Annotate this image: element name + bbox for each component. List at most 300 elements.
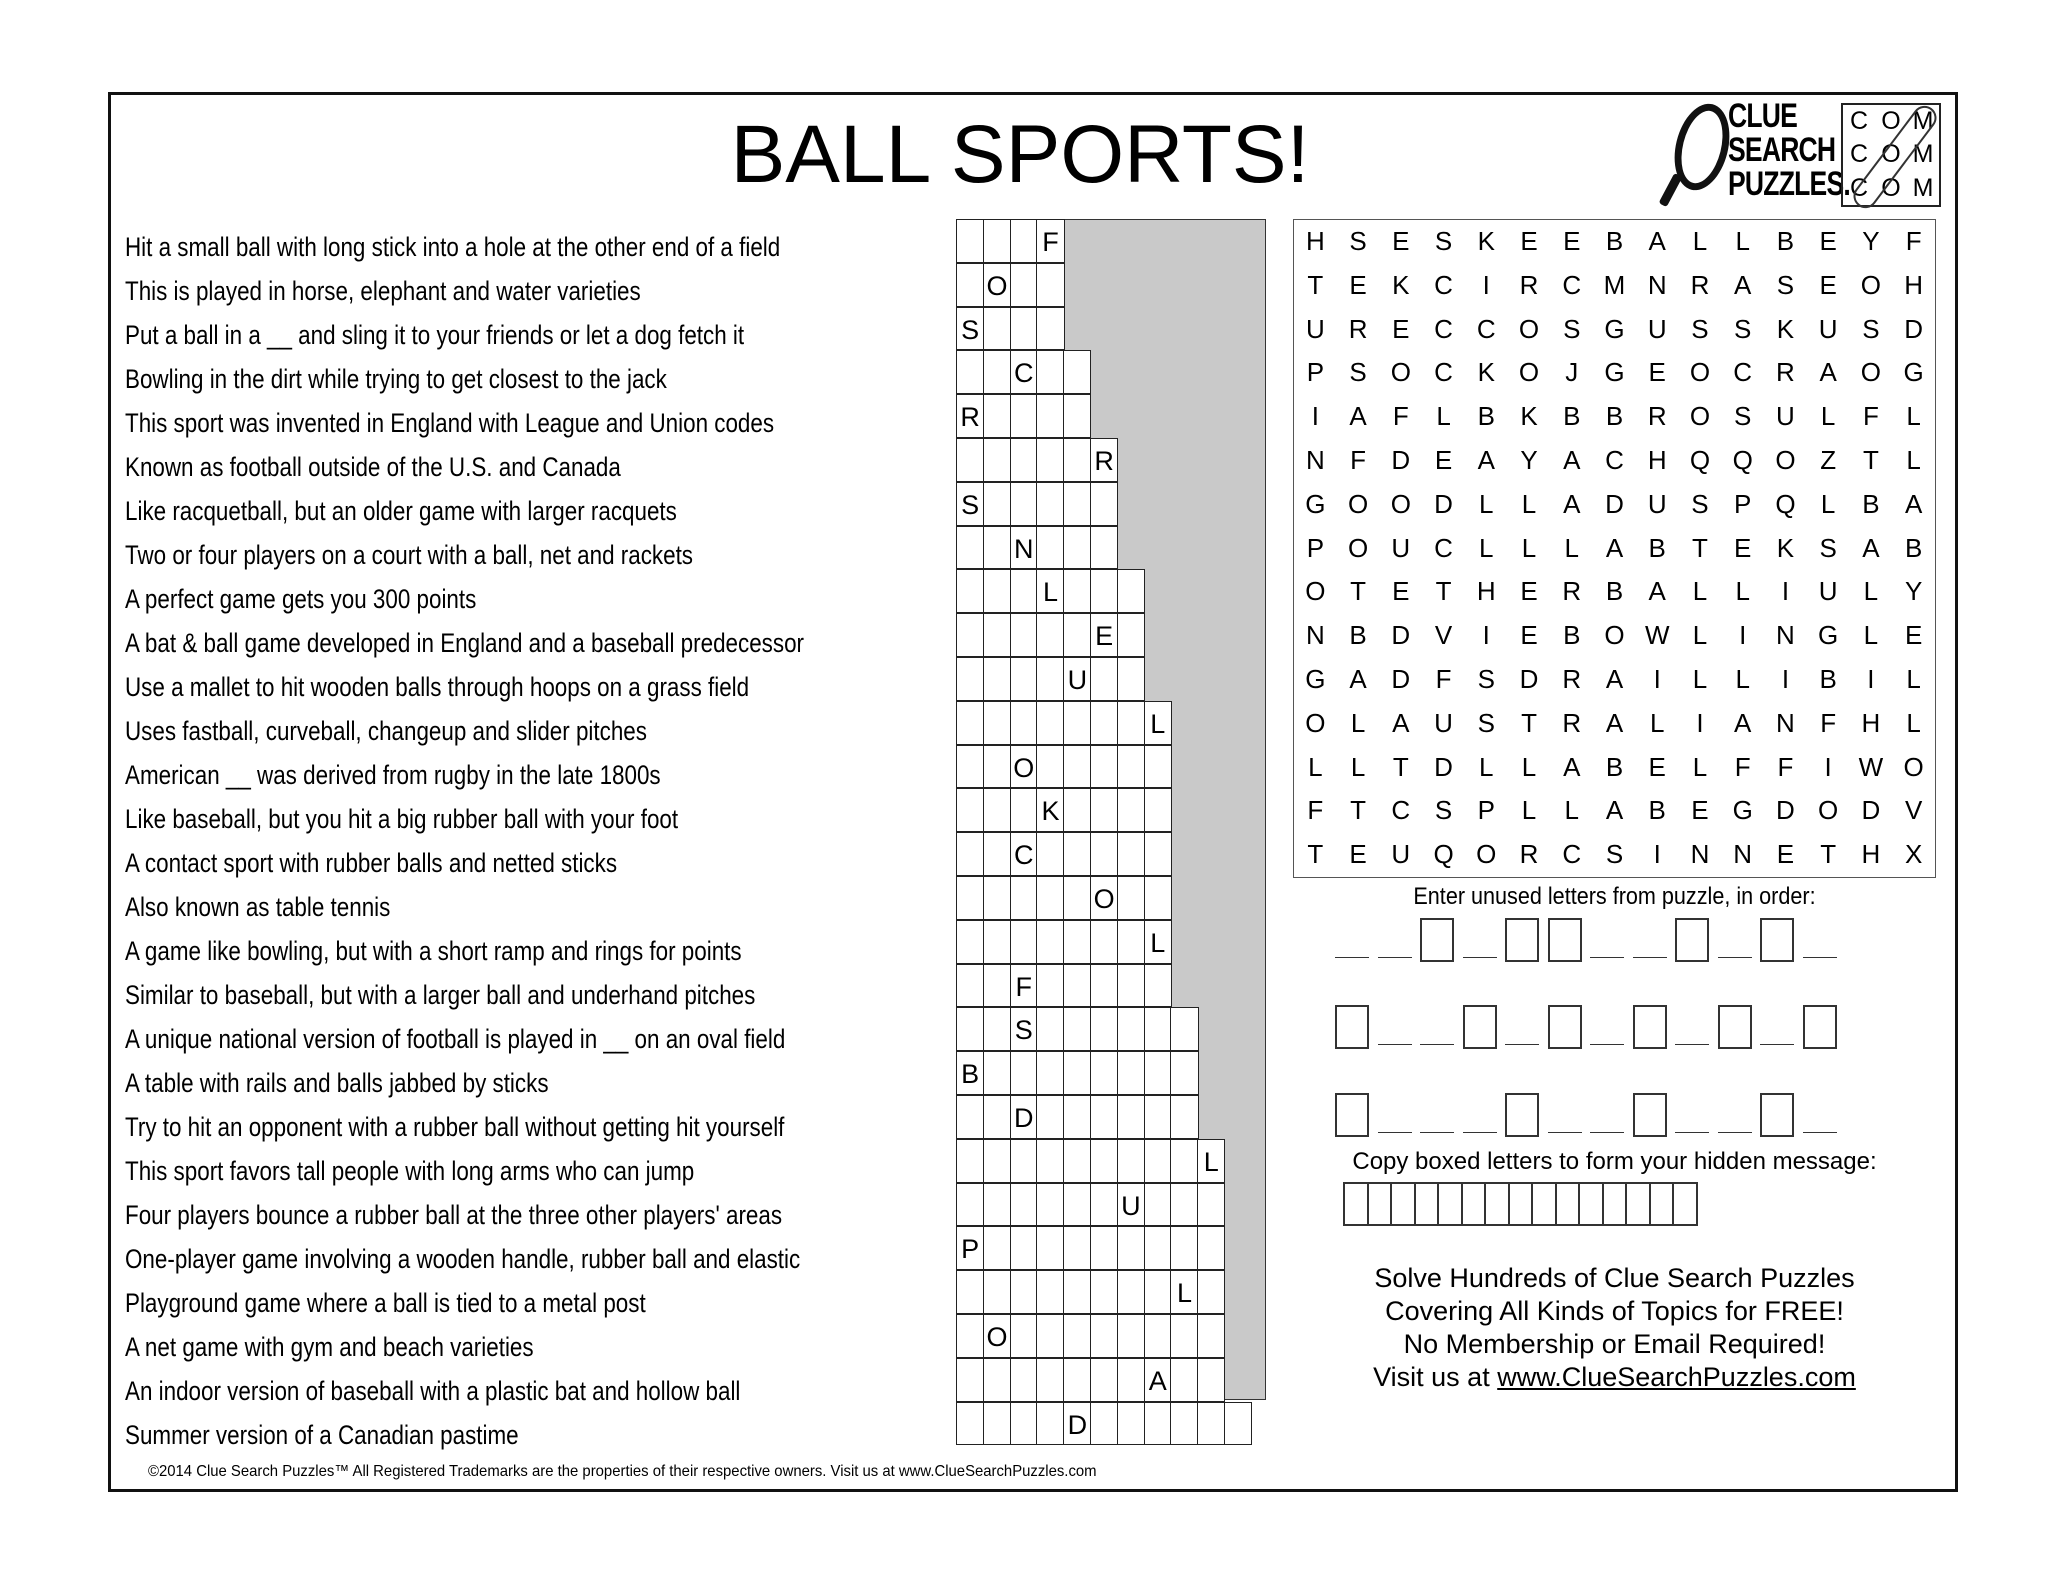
answer-cell[interactable] [956, 701, 984, 745]
answer-cell[interactable] [983, 1402, 1011, 1446]
word-search-letter[interactable]: S [1734, 401, 1752, 432]
hidden-message-box[interactable] [1367, 1182, 1393, 1226]
hidden-message-box[interactable] [1649, 1182, 1675, 1226]
word-search-letter[interactable]: S [1349, 226, 1367, 256]
answer-cell[interactable] [983, 438, 1011, 482]
word-search-letter[interactable]: X [1904, 839, 1923, 870]
answer-cell[interactable] [1090, 657, 1118, 701]
word-search-letter[interactable]: A [1862, 532, 1880, 563]
answer-cell[interactable] [1063, 1139, 1091, 1183]
answer-cell[interactable] [1170, 1183, 1198, 1227]
boxed-letter-slot[interactable] [1463, 1005, 1497, 1049]
word-search-letter[interactable]: C [1476, 313, 1496, 344]
answer-cell[interactable] [956, 1314, 984, 1358]
answer-cell[interactable] [1063, 876, 1091, 920]
answer-cell[interactable] [1090, 920, 1118, 964]
word-search-letter[interactable]: K [1776, 532, 1795, 563]
word-search-letter[interactable]: S [1477, 663, 1495, 694]
answer-cell[interactable]: C [1010, 350, 1038, 394]
word-search-letter[interactable]: F [1350, 444, 1367, 475]
answer-cell[interactable] [983, 876, 1011, 920]
word-search-letter[interactable]: B [1605, 401, 1624, 432]
answer-cell[interactable]: R [1090, 438, 1118, 482]
word-search-letter[interactable]: G [1305, 663, 1326, 694]
word-search-letter[interactable]: L [1906, 707, 1921, 738]
answer-cell[interactable] [983, 394, 1011, 438]
answer-cell[interactable] [1063, 1226, 1091, 1270]
boxed-letter-slot[interactable] [1675, 918, 1709, 962]
word-search-letter[interactable]: N [1305, 620, 1325, 651]
answer-cell[interactable] [956, 832, 984, 876]
word-search-letter[interactable]: I [1781, 576, 1790, 607]
answer-cell[interactable] [956, 263, 984, 307]
answer-cell[interactable] [1036, 832, 1064, 876]
answer-cell[interactable] [1036, 307, 1064, 351]
answer-cell[interactable] [1144, 788, 1172, 832]
word-search-letter[interactable]: S [1691, 488, 1709, 519]
answer-cell[interactable] [1117, 920, 1145, 964]
answer-cell[interactable] [983, 788, 1011, 832]
answer-cell[interactable] [1036, 438, 1064, 482]
letter-slot[interactable] [1463, 1093, 1497, 1137]
answer-cell[interactable] [1010, 1314, 1038, 1358]
word-search-letter[interactable]: B [1648, 532, 1666, 563]
answer-cell[interactable] [1117, 964, 1145, 1008]
word-search-letter[interactable]: C [1562, 269, 1582, 300]
word-search-letter[interactable]: S [1477, 707, 1495, 738]
word-search-letter[interactable]: E [1648, 357, 1666, 388]
word-search-letter[interactable]: G [1732, 795, 1753, 826]
answer-cell[interactable] [1036, 394, 1064, 438]
word-search-letter[interactable]: L [1692, 620, 1708, 651]
answer-cell[interactable] [1090, 482, 1118, 526]
word-search-letter[interactable]: A [1605, 532, 1624, 563]
word-search-letter[interactable]: L [1521, 751, 1537, 782]
word-search-letter[interactable]: A [1605, 795, 1624, 826]
word-search-letter[interactable]: O [1305, 707, 1326, 738]
answer-cell[interactable] [983, 964, 1011, 1008]
answer-cell[interactable]: B [956, 1051, 984, 1095]
word-search-letter[interactable]: B [1605, 226, 1624, 256]
answer-cell[interactable] [1036, 657, 1064, 701]
word-search-letter[interactable]: N [1647, 269, 1667, 300]
word-search-letter[interactable]: T [1820, 839, 1837, 870]
word-search-letter[interactable]: L [1521, 532, 1537, 563]
answer-cell[interactable] [1036, 1051, 1064, 1095]
word-search-letter[interactable]: D [1861, 795, 1881, 826]
answer-cell[interactable] [1090, 1402, 1118, 1446]
answer-cell[interactable] [1010, 438, 1038, 482]
word-search-letter[interactable]: Q [1689, 444, 1711, 475]
word-search-letter[interactable]: U [1647, 313, 1667, 344]
answer-cell[interactable] [956, 745, 984, 789]
word-search-letter[interactable]: L [1820, 488, 1836, 519]
word-search-letter[interactable]: N [1305, 444, 1325, 475]
word-search-letter[interactable]: U [1776, 401, 1795, 432]
word-search-letter[interactable]: D [1391, 620, 1411, 651]
word-search-letter[interactable]: C [1434, 532, 1453, 563]
answer-cell[interactable] [983, 482, 1011, 526]
answer-cell[interactable] [1197, 1226, 1225, 1270]
word-search-letter[interactable]: L [1564, 532, 1579, 563]
word-search-letter[interactable]: Y [1520, 444, 1538, 475]
answer-cell[interactable] [956, 1358, 984, 1402]
answer-cell[interactable] [983, 1139, 1011, 1183]
word-search-letter[interactable]: Y [1862, 226, 1880, 256]
word-search-letter[interactable]: T [1862, 444, 1879, 475]
boxed-letter-slot[interactable] [1505, 918, 1539, 962]
answer-cell[interactable] [1170, 1051, 1198, 1095]
word-search-letter[interactable]: G [1818, 620, 1839, 651]
answer-cell[interactable] [1197, 1314, 1225, 1358]
word-search-letter[interactable]: Y [1904, 576, 1923, 607]
word-search-letter[interactable]: E [1392, 226, 1410, 256]
word-search-letter[interactable]: N [1690, 839, 1710, 870]
word-search-letter[interactable]: B [1349, 620, 1367, 651]
word-search-letter[interactable]: O [1390, 357, 1411, 388]
word-search-letter[interactable]: T [1307, 839, 1324, 870]
word-search-letter[interactable]: A [1563, 444, 1581, 475]
word-search-letter[interactable]: W [1644, 620, 1670, 651]
word-search-letter[interactable]: S [1691, 313, 1709, 344]
answer-cell[interactable]: C [1010, 832, 1038, 876]
answer-cell[interactable] [956, 1402, 984, 1446]
answer-cell[interactable]: D [1010, 1095, 1038, 1139]
word-search-letter[interactable]: L [1649, 707, 1665, 738]
answer-cell[interactable]: O [983, 263, 1011, 307]
word-search-letter[interactable]: F [1820, 707, 1837, 738]
word-search-letter[interactable]: A [1605, 663, 1624, 694]
answer-cell[interactable] [956, 788, 984, 832]
answer-cell[interactable]: S [956, 307, 984, 351]
answer-cell[interactable] [1036, 1314, 1064, 1358]
word-search-letter[interactable]: N [1733, 839, 1753, 870]
answer-cell[interactable] [956, 1095, 984, 1139]
word-search-letter[interactable]: S [1862, 313, 1880, 344]
answer-cell[interactable] [1170, 1358, 1198, 1402]
word-search-letter[interactable]: T [1692, 532, 1708, 563]
word-search-letter[interactable]: T [1521, 707, 1537, 738]
hidden-message-box[interactable] [1484, 1182, 1510, 1226]
word-search-letter[interactable]: B [1648, 795, 1666, 826]
answer-cell[interactable] [1036, 1358, 1064, 1402]
word-search-letter[interactable]: S [1434, 795, 1453, 826]
answer-cell[interactable] [1090, 569, 1118, 613]
answer-cell[interactable]: O [983, 1314, 1011, 1358]
word-search-letter[interactable]: O [1689, 357, 1711, 388]
word-search-letter[interactable]: L [1863, 576, 1879, 607]
word-search-letter[interactable]: H [1305, 226, 1325, 256]
word-search-letter[interactable]: R [1776, 357, 1795, 388]
answer-cell[interactable] [1144, 1007, 1172, 1051]
word-search-letter[interactable]: N [1776, 707, 1795, 738]
word-search-letter[interactable]: F [1862, 401, 1879, 432]
letter-slot[interactable] [1378, 1093, 1412, 1137]
answer-cell[interactable] [1117, 788, 1145, 832]
answer-cell[interactable] [1036, 920, 1064, 964]
answer-cell[interactable] [1090, 1007, 1118, 1051]
answer-cell[interactable] [1063, 569, 1091, 613]
word-search-letter[interactable]: O [1775, 444, 1796, 475]
word-search-letter[interactable]: K [1477, 226, 1495, 256]
word-search-letter[interactable]: R [1562, 707, 1582, 738]
word-search-letter[interactable]: E [1691, 795, 1709, 826]
word-search-letter[interactable]: I [1867, 663, 1875, 694]
word-search-letter[interactable]: A [1563, 488, 1581, 519]
letter-slot[interactable] [1718, 1093, 1752, 1137]
answer-cell[interactable] [1117, 1358, 1145, 1402]
word-search-letter[interactable]: R [1519, 839, 1539, 870]
answer-cell[interactable] [983, 1051, 1011, 1095]
answer-cell[interactable] [1090, 1226, 1118, 1270]
answer-cell[interactable] [1063, 745, 1091, 789]
answer-cell[interactable] [1117, 1226, 1145, 1270]
answer-cell[interactable] [1010, 1139, 1038, 1183]
answer-cell[interactable] [1010, 1226, 1038, 1270]
answer-cell[interactable] [1197, 1183, 1225, 1227]
word-search-letter[interactable]: D [1391, 444, 1411, 475]
word-search-letter[interactable]: O [1818, 795, 1839, 826]
answer-cell[interactable] [983, 219, 1011, 263]
website-link[interactable]: www.ClueSearchPuzzles.com [1497, 1362, 1856, 1392]
answer-cell[interactable] [956, 219, 984, 263]
answer-cell[interactable] [1063, 1358, 1091, 1402]
answer-cell[interactable]: A [1144, 1358, 1172, 1402]
word-search-letter[interactable]: D [1434, 751, 1453, 782]
letter-slot[interactable] [1548, 1093, 1582, 1137]
answer-cell[interactable] [1063, 788, 1091, 832]
answer-cell[interactable] [1144, 1095, 1172, 1139]
answer-cell[interactable] [1036, 1095, 1064, 1139]
answer-cell[interactable] [1010, 1358, 1038, 1402]
word-search-letter[interactable]: B [1819, 663, 1837, 694]
word-search-letter[interactable]: Q [1433, 839, 1454, 870]
answer-cell[interactable] [1063, 482, 1091, 526]
answer-cell[interactable] [956, 876, 984, 920]
word-search-letter[interactable]: Q [1775, 488, 1796, 519]
letter-slot[interactable] [1378, 918, 1412, 962]
hidden-message-box[interactable] [1602, 1182, 1628, 1226]
answer-cell[interactable] [956, 526, 984, 570]
answer-cell[interactable] [956, 964, 984, 1008]
word-search-letter[interactable]: U [1818, 576, 1838, 607]
letter-slot[interactable] [1803, 1093, 1837, 1137]
word-search-letter[interactable]: O [1903, 751, 1924, 782]
word-search-letter[interactable]: L [1564, 795, 1579, 826]
word-search-letter[interactable]: V [1904, 795, 1923, 826]
letter-slot[interactable] [1590, 1093, 1624, 1137]
hidden-message-box[interactable] [1531, 1182, 1557, 1226]
answer-cell[interactable] [983, 920, 1011, 964]
word-search-letter[interactable]: Z [1820, 444, 1837, 475]
word-search-letter[interactable]: O [1860, 269, 1882, 300]
answer-cell[interactable]: O [1010, 745, 1038, 789]
word-search-letter[interactable]: L [1906, 444, 1921, 475]
word-search-letter[interactable]: V [1434, 620, 1453, 651]
letter-slot[interactable] [1378, 1005, 1412, 1049]
word-search-letter[interactable]: S [1605, 839, 1624, 870]
answer-cell[interactable] [1036, 350, 1064, 394]
answer-cell[interactable] [1036, 745, 1064, 789]
answer-cell[interactable]: U [1063, 657, 1091, 701]
answer-cell[interactable] [1063, 1270, 1091, 1314]
answer-cell[interactable] [1117, 1051, 1145, 1095]
word-search-letter[interactable]: A [1563, 751, 1581, 782]
answer-cell[interactable] [1010, 876, 1038, 920]
answer-cell[interactable] [1090, 745, 1118, 789]
word-search-letter[interactable]: G [1604, 357, 1625, 388]
word-search-letter[interactable]: C [1562, 839, 1582, 870]
word-search-letter[interactable]: E [1648, 751, 1666, 782]
word-search-letter[interactable]: A [1648, 226, 1666, 256]
word-search-letter[interactable]: U [1818, 313, 1838, 344]
answer-cell[interactable] [1063, 1095, 1091, 1139]
word-search-letter[interactable]: A [1648, 576, 1666, 607]
answer-cell[interactable] [1036, 482, 1064, 526]
answer-cell[interactable] [1063, 1314, 1091, 1358]
word-search-letter[interactable]: I [1739, 620, 1747, 651]
word-search-letter[interactable]: A [1392, 707, 1410, 738]
answer-cell[interactable] [1010, 1270, 1038, 1314]
hidden-message-box[interactable] [1390, 1182, 1416, 1226]
answer-cell[interactable] [1063, 394, 1091, 438]
answer-cell[interactable] [1036, 701, 1064, 745]
boxed-letter-slot[interactable] [1760, 1093, 1794, 1137]
answer-cell[interactable] [983, 1270, 1011, 1314]
word-search-letter[interactable]: A [1904, 488, 1923, 519]
answer-cell[interactable] [1144, 1226, 1172, 1270]
word-search-letter[interactable]: R [1519, 269, 1539, 300]
answer-cell[interactable] [1090, 964, 1118, 1008]
answer-cell[interactable] [1010, 1051, 1038, 1095]
answer-cell[interactable] [956, 1007, 984, 1051]
boxed-letter-slot[interactable] [1335, 1093, 1369, 1137]
letter-slot[interactable] [1803, 918, 1837, 962]
word-search-letter[interactable]: O [1689, 401, 1711, 432]
word-search-letter[interactable]: F [1392, 401, 1409, 432]
word-search-letter[interactable]: H [1904, 269, 1924, 300]
answer-cell[interactable] [983, 1358, 1011, 1402]
answer-cell[interactable] [1063, 964, 1091, 1008]
word-search-letter[interactable]: L [1735, 663, 1750, 694]
answer-cell[interactable] [1117, 613, 1145, 657]
answer-cell[interactable] [1144, 1270, 1172, 1314]
answer-cell[interactable]: L [1036, 569, 1064, 613]
answer-cell[interactable]: P [956, 1226, 984, 1270]
answer-cell[interactable] [1036, 1139, 1064, 1183]
answer-cell[interactable] [1063, 832, 1091, 876]
boxed-letter-slot[interactable] [1420, 918, 1454, 962]
word-search-letter[interactable]: C [1733, 357, 1753, 388]
word-search-letter[interactable]: J [1565, 357, 1579, 388]
word-search-letter[interactable]: B [1563, 620, 1581, 651]
answer-cell[interactable] [983, 569, 1011, 613]
word-search-letter[interactable]: P [1477, 795, 1495, 826]
word-search-letter[interactable]: H [1476, 576, 1496, 607]
answer-cell[interactable] [956, 1270, 984, 1314]
word-search-letter[interactable]: E [1392, 313, 1410, 344]
word-search-letter[interactable]: O [1347, 488, 1369, 519]
answer-cell[interactable] [1010, 613, 1038, 657]
answer-cell[interactable] [1036, 263, 1064, 307]
word-search-letter[interactable]: S [1734, 313, 1752, 344]
word-search-letter[interactable]: H [1861, 707, 1881, 738]
answer-cell[interactable]: S [1010, 1007, 1038, 1051]
word-search-letter[interactable]: L [1735, 576, 1750, 607]
answer-cell[interactable]: K [1036, 788, 1064, 832]
word-search-letter[interactable]: L [1906, 663, 1921, 694]
word-search-letter[interactable]: R [1562, 576, 1582, 607]
answer-cell[interactable] [1144, 832, 1172, 876]
hidden-message-box[interactable] [1555, 1182, 1581, 1226]
hidden-message-box[interactable] [1437, 1182, 1463, 1226]
answer-cell[interactable] [1144, 964, 1172, 1008]
word-search-letter[interactable]: O [1305, 576, 1326, 607]
answer-cell[interactable]: L [1170, 1270, 1198, 1314]
answer-cell[interactable] [983, 701, 1011, 745]
answer-cell[interactable] [1036, 1183, 1064, 1227]
word-search-letter[interactable]: G [1604, 313, 1625, 344]
word-search-letter[interactable]: L [1820, 401, 1836, 432]
answer-cell[interactable] [1090, 701, 1118, 745]
word-search-letter[interactable]: B [1776, 226, 1795, 256]
word-search-letter[interactable]: O [1604, 620, 1625, 651]
word-search-letter[interactable]: H [1861, 839, 1881, 870]
answer-cell[interactable] [956, 613, 984, 657]
word-search-letter[interactable]: H [1647, 444, 1667, 475]
answer-cell[interactable] [1090, 1270, 1118, 1314]
word-search-letter[interactable]: L [1692, 663, 1708, 694]
letter-slot[interactable] [1675, 1005, 1709, 1049]
word-search-letter[interactable]: F [1435, 663, 1452, 694]
answer-cell[interactable] [983, 307, 1011, 351]
answer-cell[interactable]: E [1090, 613, 1118, 657]
answer-cell[interactable] [1117, 1095, 1145, 1139]
word-search-letter[interactable]: E [1520, 620, 1538, 651]
answer-cell[interactable] [1010, 394, 1038, 438]
answer-cell[interactable] [983, 1095, 1011, 1139]
answer-cell[interactable] [1117, 1314, 1145, 1358]
letter-slot[interactable] [1718, 918, 1752, 962]
answer-cell[interactable] [1036, 526, 1064, 570]
word-search-letter[interactable]: T [1392, 751, 1409, 782]
word-search-letter[interactable]: P [1306, 532, 1325, 563]
word-search-letter[interactable]: O [1390, 488, 1411, 519]
letter-slot[interactable] [1590, 918, 1624, 962]
answer-cell[interactable]: U [1117, 1183, 1145, 1227]
hidden-message-box[interactable] [1625, 1182, 1651, 1226]
answer-cell[interactable] [1170, 1402, 1198, 1446]
word-search-letter[interactable]: O [1347, 532, 1369, 563]
word-search-letter[interactable]: E [1819, 269, 1837, 300]
word-search-letter[interactable]: U [1434, 707, 1453, 738]
letter-slot[interactable] [1420, 1005, 1454, 1049]
answer-cell[interactable] [983, 1226, 1011, 1270]
answer-cell[interactable] [1036, 1226, 1064, 1270]
answer-cell[interactable] [1144, 1314, 1172, 1358]
boxed-letter-slot[interactable] [1633, 1005, 1667, 1049]
answer-cell[interactable] [1117, 701, 1145, 745]
word-search-letter[interactable]: W [1858, 751, 1884, 782]
answer-cell[interactable]: F [1010, 964, 1038, 1008]
word-search-letter[interactable]: L [1479, 488, 1494, 519]
letter-slot[interactable] [1633, 918, 1667, 962]
answer-cell[interactable] [983, 1007, 1011, 1051]
answer-cell[interactable]: L [1144, 701, 1172, 745]
word-search-letter[interactable]: C [1391, 795, 1411, 826]
answer-cell[interactable] [1010, 219, 1038, 263]
word-search-letter[interactable]: S [1434, 226, 1453, 256]
